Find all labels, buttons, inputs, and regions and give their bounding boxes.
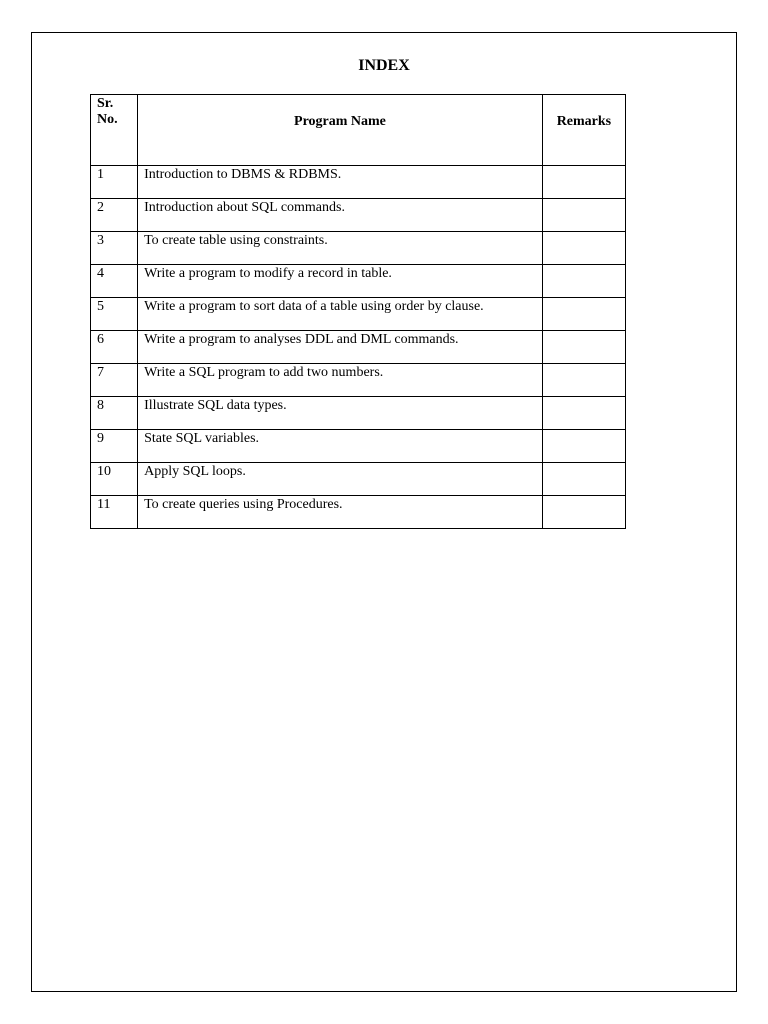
cell-program-name: Illustrate SQL data types.: [138, 397, 543, 430]
cell-program-name: Write a program to sort data of a table using order by clause.: [138, 298, 543, 331]
cell-sr-no: 10: [91, 463, 138, 496]
cell-remarks: [542, 463, 625, 496]
cell-sr-no: 8: [91, 397, 138, 430]
cell-remarks: [542, 430, 625, 463]
table-row: [91, 463, 626, 496]
table-row: [91, 331, 626, 364]
table-row: [91, 496, 626, 529]
header-remarks: Remarks: [542, 95, 625, 166]
cell-sr-no: 9: [91, 430, 138, 463]
cell-program-name: To create queries using Procedures.: [138, 496, 543, 529]
cell-sr-no: 2: [91, 199, 138, 232]
cell-sr-no: 1: [91, 166, 138, 199]
table-header-row: [91, 95, 626, 166]
cell-sr-no: 4: [91, 265, 138, 298]
cell-remarks: [542, 199, 625, 232]
cell-program-name: To create table using constraints.: [138, 232, 543, 265]
cell-remarks: [542, 298, 625, 331]
table-row: [91, 430, 626, 463]
cell-sr-no: 11: [91, 496, 138, 529]
cell-program-name: Write a program to modify a record in table.: [138, 265, 543, 298]
cell-program-name: Write a program to analyses DDL and DML commands.: [138, 331, 543, 364]
table-row: [91, 397, 626, 430]
cell-remarks: [542, 496, 625, 529]
table-row: [91, 364, 626, 397]
cell-remarks: [542, 265, 625, 298]
header-program-name: Program Name: [138, 95, 543, 166]
cell-remarks: [542, 397, 625, 430]
cell-program-name: Write a SQL program to add two numbers.: [138, 364, 543, 397]
cell-remarks: [542, 364, 625, 397]
cell-sr-no: 6: [91, 331, 138, 364]
table-row: [91, 166, 626, 199]
cell-remarks: [542, 166, 625, 199]
index-table: [90, 94, 626, 529]
cell-sr-no: 3: [91, 232, 138, 265]
cell-program-name: Apply SQL loops.: [138, 463, 543, 496]
cell-program-name: State SQL variables.: [138, 430, 543, 463]
cell-remarks: [542, 331, 625, 364]
cell-remarks: [542, 232, 625, 265]
page-title: INDEX: [358, 57, 410, 74]
cell-program-name: Introduction to DBMS & RDBMS.: [138, 166, 543, 199]
table-row: [91, 232, 626, 265]
cell-sr-no: 5: [91, 298, 138, 331]
table-row: [91, 199, 626, 232]
cell-sr-no: 7: [91, 364, 138, 397]
header-sr-no: Sr. No.: [91, 95, 138, 166]
table-row: [91, 298, 626, 331]
table-row: [91, 265, 626, 298]
cell-program-name: Introduction about SQL commands.: [138, 199, 543, 232]
